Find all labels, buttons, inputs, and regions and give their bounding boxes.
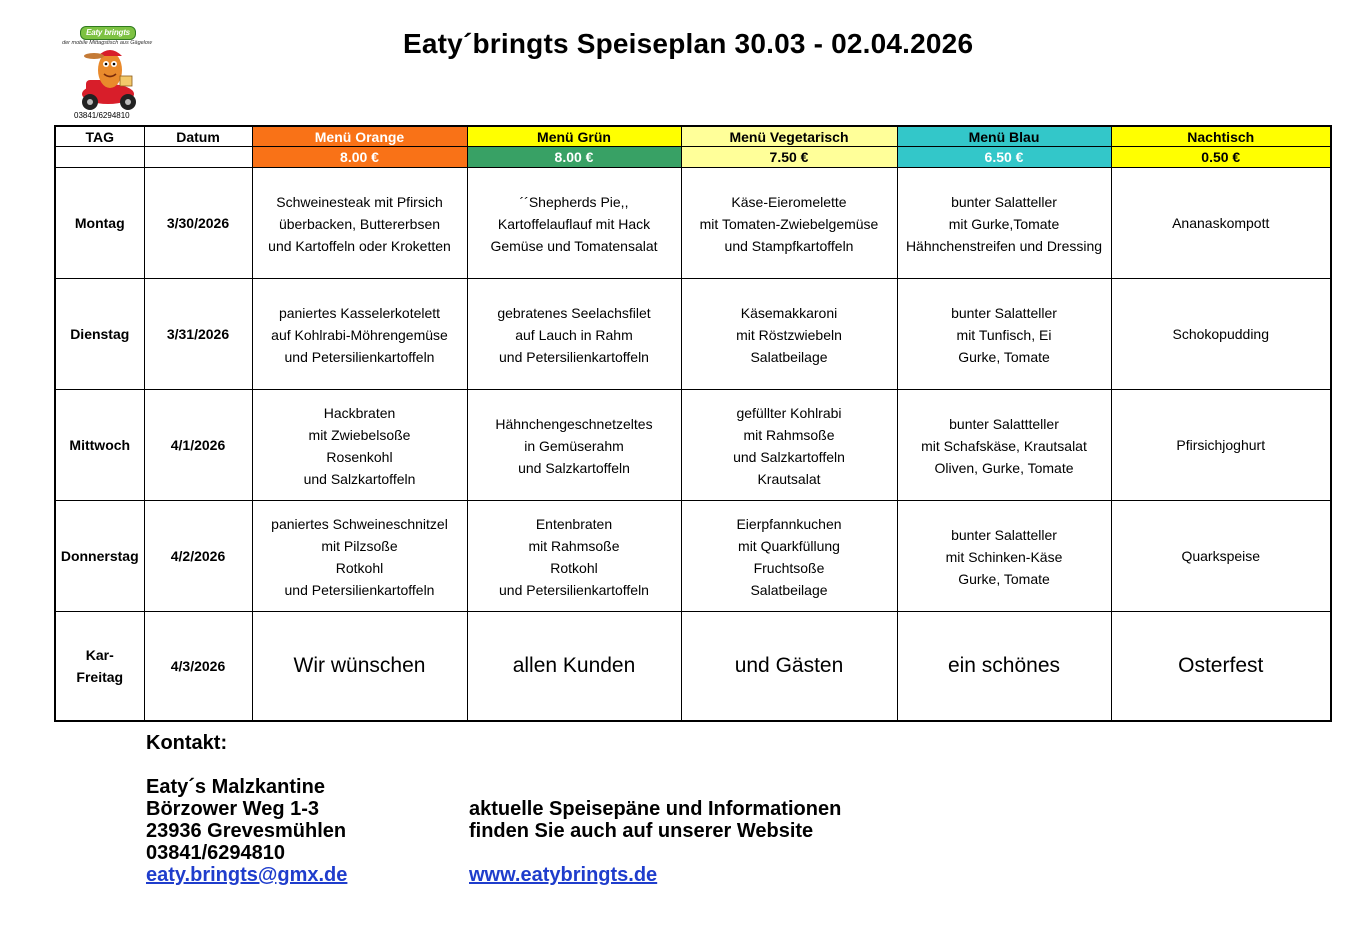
- header-tag: TAG: [55, 126, 144, 147]
- meal-line: mit Rahmsoße: [743, 427, 835, 443]
- logo-slogan: der mobile Mittagstisch aus Gägelow: [62, 40, 152, 46]
- greeting-blau: ein schönes: [897, 612, 1111, 722]
- meal-orange: [252, 168, 467, 279]
- greeting-nachtisch: Osterfest: [1111, 612, 1331, 722]
- meal-blau: [897, 501, 1111, 612]
- info-line-2: finden Sie auch auf unserer Website: [469, 820, 814, 842]
- meal-line: mit Schafskäse, Krautsalat: [921, 438, 1087, 454]
- meal-line: Gurke, Tomate: [958, 349, 1050, 365]
- dessert: Ananaskompott: [1111, 168, 1331, 279]
- meal-line: und Kartoffeln oder Kroketten: [268, 238, 451, 254]
- meal-vegetarisch: [681, 279, 897, 390]
- meal-line: mit Röstzwiebeln: [736, 327, 842, 343]
- meal-line: paniertes Kasselerkotelett: [278, 305, 441, 321]
- meal-line: bunter Salatteller: [951, 305, 1057, 321]
- meal-line: Entenbraten: [535, 516, 613, 532]
- meal-line: mit Schinken-Käse: [945, 549, 1063, 565]
- meal-line: mit Zwiebelsoße: [308, 427, 411, 443]
- meal-line: überbacken, Buttererbsen: [278, 216, 441, 232]
- meal-line: mit Tomaten-Zwiebelgemüse: [699, 216, 879, 232]
- meal-line: gefüllter Kohlrabi: [736, 405, 842, 421]
- meal-blau: [897, 168, 1111, 279]
- day-date: 4/1/2026: [144, 390, 252, 501]
- meal-line: mit Pilzsoße: [321, 538, 398, 554]
- meal-line: Rosenkohl: [326, 449, 393, 465]
- meal-orange: [252, 279, 467, 390]
- header-menu-orange: Menü Orange: [252, 126, 467, 147]
- price-empty-cell: [55, 147, 144, 168]
- meal-line: Kartoffelauflauf mit Hack: [497, 216, 651, 232]
- meal-line: Schweinesteak mit Pfirsich: [276, 194, 443, 210]
- price-row: [55, 147, 1331, 168]
- scooter-mascot-icon: [72, 46, 144, 112]
- price-vegetarisch: 7.50 €: [681, 147, 897, 168]
- meal-line: Hähnchenstreifen und Dressing: [905, 238, 1103, 254]
- meal-line: mit Quarkfüllung: [738, 538, 840, 554]
- meal-vegetarisch: [681, 390, 897, 501]
- day-tag: Donnerstag: [55, 501, 144, 612]
- meal-line: mit Gurke,Tomate: [948, 216, 1060, 232]
- day-row-freitag: [55, 612, 1331, 722]
- meal-line: und Salzkartoffeln: [733, 449, 845, 465]
- meal-line: und Salzkartoffeln: [518, 460, 630, 476]
- email-link[interactable]: eaty.bringts@gmx.de: [146, 864, 348, 886]
- greeting-gruen: allen Kunden: [467, 612, 681, 722]
- meal-line: Gemüse und Tomatensalat: [490, 238, 658, 254]
- header-nachtisch: Nachtisch: [1111, 126, 1331, 147]
- page-title: Eaty´bringts Speiseplan 30.03 - 02.04.2026: [403, 28, 974, 59]
- day-tag: Montag: [55, 168, 144, 279]
- meal-blau: [897, 279, 1111, 390]
- meal-line: mit Tunfisch, Ei: [956, 327, 1052, 343]
- greeting-orange: Wir wünschen: [252, 612, 467, 722]
- website-link[interactable]: www.eatybringts.de: [469, 864, 658, 886]
- greeting-vegetarisch: und Gästen: [681, 612, 897, 722]
- logo-phone: 03841/6294810: [74, 111, 130, 120]
- meal-gruen: [467, 501, 681, 612]
- header-menu-gruen: Menü Grün: [467, 126, 681, 147]
- day-date: 3/31/2026: [144, 279, 252, 390]
- day-tag: Dienstag: [55, 279, 144, 390]
- day-row: [55, 390, 1331, 501]
- header-row: [55, 126, 1331, 147]
- meal-blau: [897, 390, 1111, 501]
- price-nachtisch: 0.50 €: [1111, 147, 1331, 168]
- meal-line: bunter Salatteller: [951, 194, 1057, 210]
- header-menu-vegetarisch: Menü Vegetarisch: [681, 126, 897, 147]
- day-row: [55, 168, 1331, 279]
- meal-line: auf Lauch in Rahm: [515, 327, 633, 343]
- contact-email[interactable]: [146, 864, 347, 887]
- meal-line: Hähnchengeschnetzeltes: [495, 416, 653, 432]
- dessert: Schokopudding: [1111, 279, 1331, 390]
- meal-line: Gurke, Tomate: [958, 571, 1050, 587]
- dessert: Quarkspeise: [1111, 501, 1331, 612]
- meal-vegetarisch: [681, 501, 897, 612]
- meal-gruen: [467, 279, 681, 390]
- meal-line: bunter Salatteller: [951, 527, 1057, 543]
- contact-phone: 03841/6294810: [146, 842, 286, 864]
- header-menu-blau: Menü Blau: [897, 126, 1111, 147]
- meal-line: Käsemakkaroni: [740, 305, 838, 321]
- day-row: [55, 279, 1331, 390]
- day-date: 4/2/2026: [144, 501, 252, 612]
- info-line-1: aktuelle Speisepäne und Informationen: [469, 798, 842, 820]
- price-gruen: 8.00 €: [467, 147, 681, 168]
- menu-table: [54, 125, 1332, 722]
- meal-line: Rotkohl: [550, 560, 598, 576]
- meal-line: Krautsalat: [757, 471, 821, 487]
- meal-line: Salatbeilage: [750, 349, 828, 365]
- meal-line: in Gemüserahm: [524, 438, 624, 454]
- meal-line: Oliven, Gurke, Tomate: [934, 460, 1074, 476]
- meal-line: und Salzkartoffeln: [303, 471, 416, 487]
- meal-line: ´´Shepherds Pie,,: [519, 194, 629, 210]
- price-empty-cell: [144, 147, 252, 168]
- price-blau: 6.50 €: [897, 147, 1111, 168]
- meal-orange: [252, 501, 467, 612]
- day-tag: [55, 612, 144, 722]
- meal-line: auf Kohlrabi-Möhrengemüse: [271, 327, 448, 343]
- meal-line: und Stampfkartoffeln: [724, 238, 854, 254]
- header-datum: Datum: [144, 126, 252, 147]
- meal-orange: [252, 390, 467, 501]
- meal-line: mit Rahmsoße: [528, 538, 620, 554]
- meal-line: Fruchtsoße: [753, 560, 825, 576]
- contact-street: Börzower Weg 1-3: [146, 798, 319, 820]
- meal-line: Käse-Eieromelette: [731, 194, 847, 210]
- meal-line: und Petersilienkartoffeln: [284, 582, 435, 598]
- meal-line: Rotkohl: [335, 560, 384, 576]
- day-row: [55, 501, 1331, 612]
- contact-city: 23936 Grevesmühlen: [146, 820, 347, 842]
- meal-line: Salatbeilage: [750, 582, 828, 598]
- day-tag: Mittwoch: [55, 390, 144, 501]
- dessert: Pfirsichjoghurt: [1111, 390, 1331, 501]
- meal-gruen: [467, 168, 681, 279]
- day-date: 4/3/2026: [144, 612, 252, 722]
- day-rows: [55, 168, 1331, 612]
- meal-line: Hackbraten: [323, 405, 396, 421]
- day-date: 3/30/2026: [144, 168, 252, 279]
- contact-name: Eaty´s Malzkantine: [146, 776, 325, 798]
- meal-line: Eierpfannkuchen: [736, 516, 842, 532]
- logo: [52, 24, 162, 122]
- price-orange: 8.00 €: [252, 147, 467, 168]
- meal-line: und Petersilienkartoffeln: [499, 582, 649, 598]
- meal-line: bunter Salattteller: [949, 416, 1059, 432]
- contact-heading: Kontakt:: [146, 732, 228, 754]
- meal-line: und Petersilienkartoffeln: [499, 349, 649, 365]
- website[interactable]: [469, 864, 657, 887]
- logo-brand: Eaty bringts: [80, 26, 136, 40]
- day-tag-line: Kar-: [85, 647, 114, 663]
- meal-line: paniertes Schweineschnitzel: [271, 516, 448, 532]
- meal-gruen: [467, 390, 681, 501]
- day-tag-line: Freitag: [76, 669, 124, 685]
- meal-line: und Petersilienkartoffeln: [284, 349, 435, 365]
- meal-vegetarisch: [681, 168, 897, 279]
- meal-line: gebratenes Seelachsfilet: [497, 305, 651, 321]
